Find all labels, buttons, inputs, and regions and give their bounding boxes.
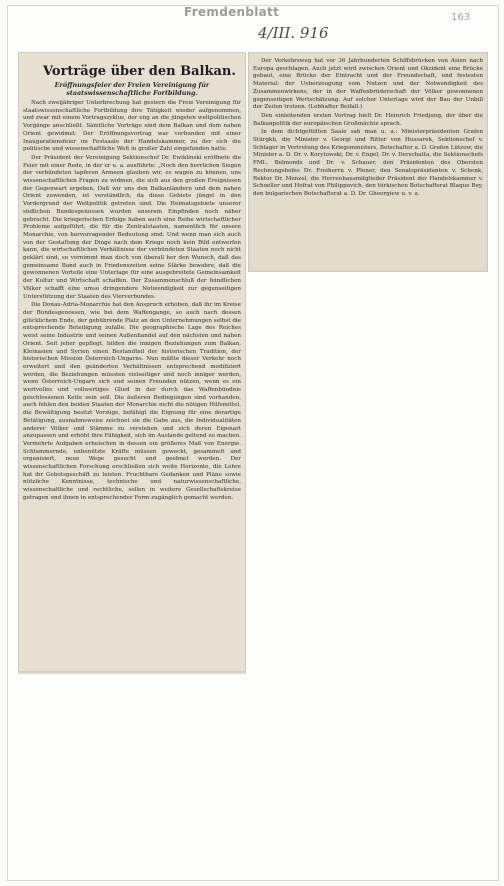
article-paragraph: Der Präsident der Vereinigung Sektionschef Dr. Ewiklinski eröffnete die Feier mit einer Rede, in der er u. a. ausführte: „Noch den herrlichen Siegen der verbündeten tapferen Armeen glauben wir, es wagen zu können, uns wissenschaftlichen Fragen zu widmen, die sich aus den großen Ereignissen der Gegenwart ergeben. Daß wir uns den Balkanländern und dem nahen Orient zuwenden, ist verständlich, da diese Gebiete jüngst in den Vordergrund der Weltpolitik getreten sind. Die Heimatsgebiete unserer südlichen Bundesgenossen wurden unserem Empfinden noch näher gebracht. Die kriegerischen Erfolge haben auch eine Reihe wirtschaftlicher Probleme aufgeführt, die für die Zentralstaaten, namentlich für unsere Monarchie, von hervorragender Bedeutung sind. Und wenn man sich auch von der Gestaltung der Dinge nach dem Kriege noch kein Bild entwerfen kann, die wirtschaftlichen Verhältnisse der verbündeten Staaten noch nicht geklärt sind, so vernimmt man doch von überall her den Wunsch, daß das gemeinsame Band auch in Friedenszeiten seine Stärke bewahre, daß die gewonnenen Vorteile eine Unterlage für eine ausgebreitete Gemeinsamkeit der Kultur und Wirtschaft schaffen. Der Zusammenschluß der feindlichen Völker schafft eine umso dringendere Notwendigkeit zur gegenseitigen Unterstützung der Staaten des Vierverbundes. xyxy=(23,154,241,300)
clipping-edge xyxy=(18,672,246,675)
article-paragraph: Den einleitenden ersten Vortrag hielt Dr. Heinrich Friedjung, der über die Balkanpolitik der europäischen Großmächte sprach. xyxy=(253,112,483,127)
handwritten-date: 4/III. 916 xyxy=(258,24,329,42)
article-paragraph: Der Verkehrsweg hat vor 36 Jahrhunderten Schiffsbrücken von Asien nach Europa geschlagen. Auch jetzt wird zwischen Orient und Okzident eine Brücke gebaut, eine Brücke der Eintracht und der Freundschaft, und festesten Material: der Ueberzeugung vom Nutzen und der Notwendigkeit des Zusammenwirkens, der in der Waffenbrüderschaft der Völker gewonnenen gegenseitigen Wertschätzung. Auf solcher Unterlage wird der Bau der Unbill der Zeiten trotzen. (Lebhafter Beifall.) xyxy=(253,58,483,111)
article-headline: Vorträge über den Balkan. xyxy=(43,64,236,79)
newspaper-stamp: Fremdenblatt xyxy=(184,5,280,19)
article-subheadline: Eröffnungsfeier der Freien Vereinigung für staatswissenschaftliche Fortbildung. xyxy=(54,81,210,97)
page-number: 163 xyxy=(451,12,471,23)
article-clipping-right xyxy=(248,52,488,272)
article-paragraph: In dem dichtgefüllten Saale sah man u. a.: Ministerpräsidenten Grafen Stürgkh, die Minister v. Georgi und Ritter von Hussarek, Sektionschef v. Schlager in Vertretung des Kriegsministers, Botschafter a. D. Grafen Lützow, die Minister a. D. Dr. v. Korytowski, Dr. v. Engel, Dr. v. Derschatta, die Sektionschefs FML. Belmonds und Dr. v. Schauer, den Präsidenten des Obersten Rechnungshofes Dr. Freiherrn v. Plener, den Senatspräsidenten v. Schenk, Rektor Dr. Menzel, die Herrenhausmitglieder Präsident der Handelskammer v. Schoeller und Hofrat von Philippovich, den türkischen Botschaftsrat Blaque Bey, den bulgarischen Botschaftsrat a. D. Dr. Gheorgiew u. v. a. xyxy=(253,129,483,197)
article-paragraph: Nach zweijähriger Unterbrechung hat gestern die Freie Vereinigung für staatswissenschaftliche Fortbildung ihre Tätigkeit wieder aufgenommen, und zwar mit einem Vortragszyklus, der eng an die jüngsten weltpolitischen Vorgänge anschließt. Sämtliche Vorträge sind dem Balkan und dem nahen Orient gewidmet. Der Eröffnungsvortrag war verbunden mit einer Inaugurationsfeier im Festsaale der Handelskammer, zu der sich die politische und wissenschaftliche Welt in großer Zahl eingefunden hatte. xyxy=(23,100,241,153)
article-clipping-left xyxy=(18,52,246,672)
article-paragraph: Die Donau-Adria-Monarchie hat den Anspruch erhoben, daß ihr im Kreise der Bundesgenossen, wie bei dem Waffengange, so auch nach dessen glücklichem Ende, der gebührende Platz an den Unternehmungen selbst die entsprechende Beteiligung zufalle. Die geographische Lage des Reiches weist seine Industrie und seinen Außenhandel auf den nächsten und nahen Orient. Seit jeher gepflegt, bilden die innigen Beziehungen zum Balkan, Kleinasien und Syrien einen Bestandteil der historischen Tradition, der historischen Mission Österreich-Ungarns. Nun müßte dieser Verkehr noch erweitert und den geänderten Verhältnissen entsprechend modifiziert werden, die Beziehungen müssten vielseitiger und noch inniger werden, wenn Österreich-Ungarn sich und seinen Freunden nützen, wenn es ein wertvolles und vollwertiges Glied in der durch das Waffenbündnis geschlossenen Kette sein soll. Die äußeren Bedingungen sind vorhanden, auch fehlen den beiden Staaten der Monarchie nicht die nötigen Hilfsmittel, die Bewältigung besitzt Vorzüge, befähigt die Eignung für eine derartige Betätigung, ausnahmsweise zeichnet sie die Gabe aus, die Individualitäten anderer Völker und Stämme zu verstehen und sich deren Eigenart anzupassen und erhöht ihre Fähigkeit, sich im Auslande geltend zu machen. Vermehrte Aufgaben erheischen in dessen ein größeres Maß von Energie. Schlummernde, unbenützte Kräfte müssen geweckt, gesammelt und organisiert, neue Wege gesucht und geebnet werden. Der wissenschaftlichen Forschung erschließen sich weite Horizonte, die Lehre hat ihr Gebotsgeschäft zu leisten. Fruchtbare Gedanken und Pläne sowie nützliche Kenntnisse, technische und naturwissenschaftliche, wissenschaftliche und rechtliche, sollen in weitere Gesellschaftskreise getragen und ihnen in entsprechender Form zugänglich gemacht werden. xyxy=(23,302,241,501)
